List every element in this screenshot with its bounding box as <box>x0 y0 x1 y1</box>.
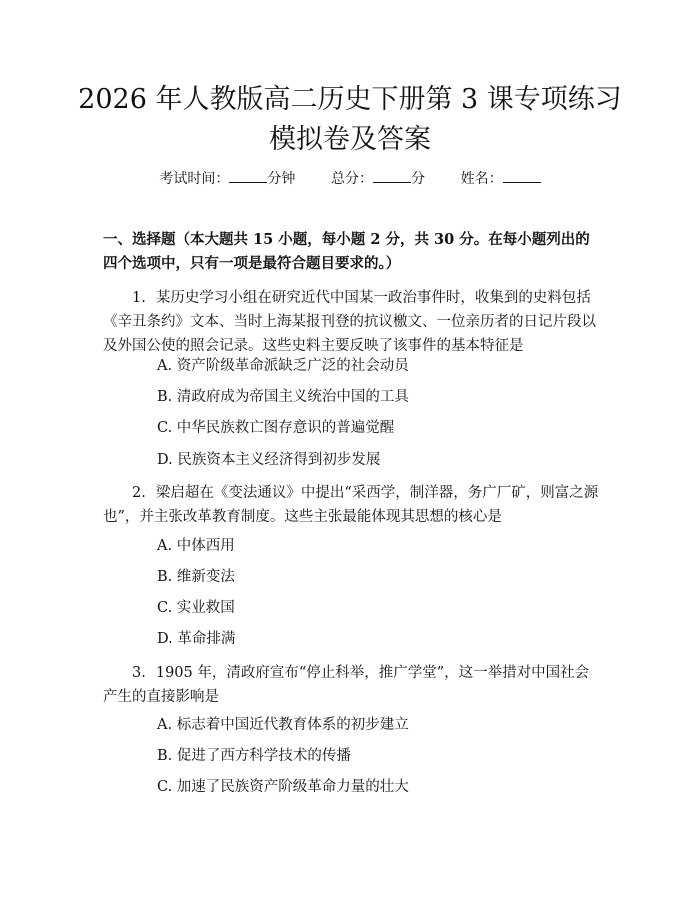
question-3-option-b: B. 促进了西方科学技术的传播 <box>157 748 351 764</box>
exam-time-blank <box>229 168 267 183</box>
question-number: 2. <box>132 485 146 501</box>
question-2-option-d: D. 革命排满 <box>157 631 236 647</box>
question-2-option-a: A. 中体西用 <box>157 538 235 554</box>
name-label: 姓名： <box>460 171 503 187</box>
question-3-option-a: A. 标志着中国近代教育体系的初步建立 <box>157 717 409 733</box>
question-2 <box>103 481 603 529</box>
question-text: 某历史学习小组在研究近代中国某一政治事件时，收集到的史料包括《辛丑条约》文本、当时上海某报刊登的抗议檄文、一位亲历者的日记片段以及外国公使的照会记录。这些史料主要反映了该事件的基本特征是 <box>103 290 596 354</box>
question-1-option-b: B. 清政府成为帝国主义统治中国的工具 <box>157 389 409 405</box>
section-heading: 一、选择题（本大题共 15 小题，每小题 2 分，共 30 分。在每小题列出的四个选项中，只有一项是最符合题目要求的。） <box>103 231 590 272</box>
exam-time-label: 考试时间： <box>159 171 230 187</box>
title-line-1: 2026 年人教版高二历史下册第 3 课专项练习 <box>78 84 622 115</box>
exam-info-line <box>0 168 700 189</box>
question-text: 1905 年，清政府宣布“停止科举，推广学堂”，这一举措对中国社会产生的直接影响是 <box>103 665 590 705</box>
question-3 <box>103 661 603 709</box>
question-1 <box>103 286 603 358</box>
name-blank <box>503 168 541 183</box>
title-line-2: 模拟卷及答案 <box>269 124 431 155</box>
question-number: 3. <box>132 665 146 681</box>
total-score-blank <box>373 168 411 183</box>
question-3-option-c: C. 加速了民族资产阶级革命力量的壮大 <box>157 779 409 795</box>
total-score-unit: 分 <box>411 171 425 187</box>
total-score-label: 总分： <box>331 171 373 187</box>
question-1-option-a: A. 资产阶级革命派缺乏广泛的社会动员 <box>157 358 409 374</box>
question-2-option-c: C. 实业救国 <box>157 600 235 616</box>
question-1-option-d: D. 民族资本主义经济得到初步发展 <box>157 452 381 468</box>
exam-time-unit: 分钟 <box>267 171 296 187</box>
question-number: 1. <box>132 290 146 306</box>
question-text: 梁启超在《变法通议》中提出“采西学，制洋器，务广厂矿，则富之源也”，并主张改革教育制度。这些主张最能体现其思想的核心是 <box>103 485 599 525</box>
document-title <box>60 80 640 160</box>
question-2-option-b: B. 维新变法 <box>157 569 235 585</box>
question-1-option-c: C. 中华民族救亡图存意识的普遍觉醒 <box>157 420 395 436</box>
